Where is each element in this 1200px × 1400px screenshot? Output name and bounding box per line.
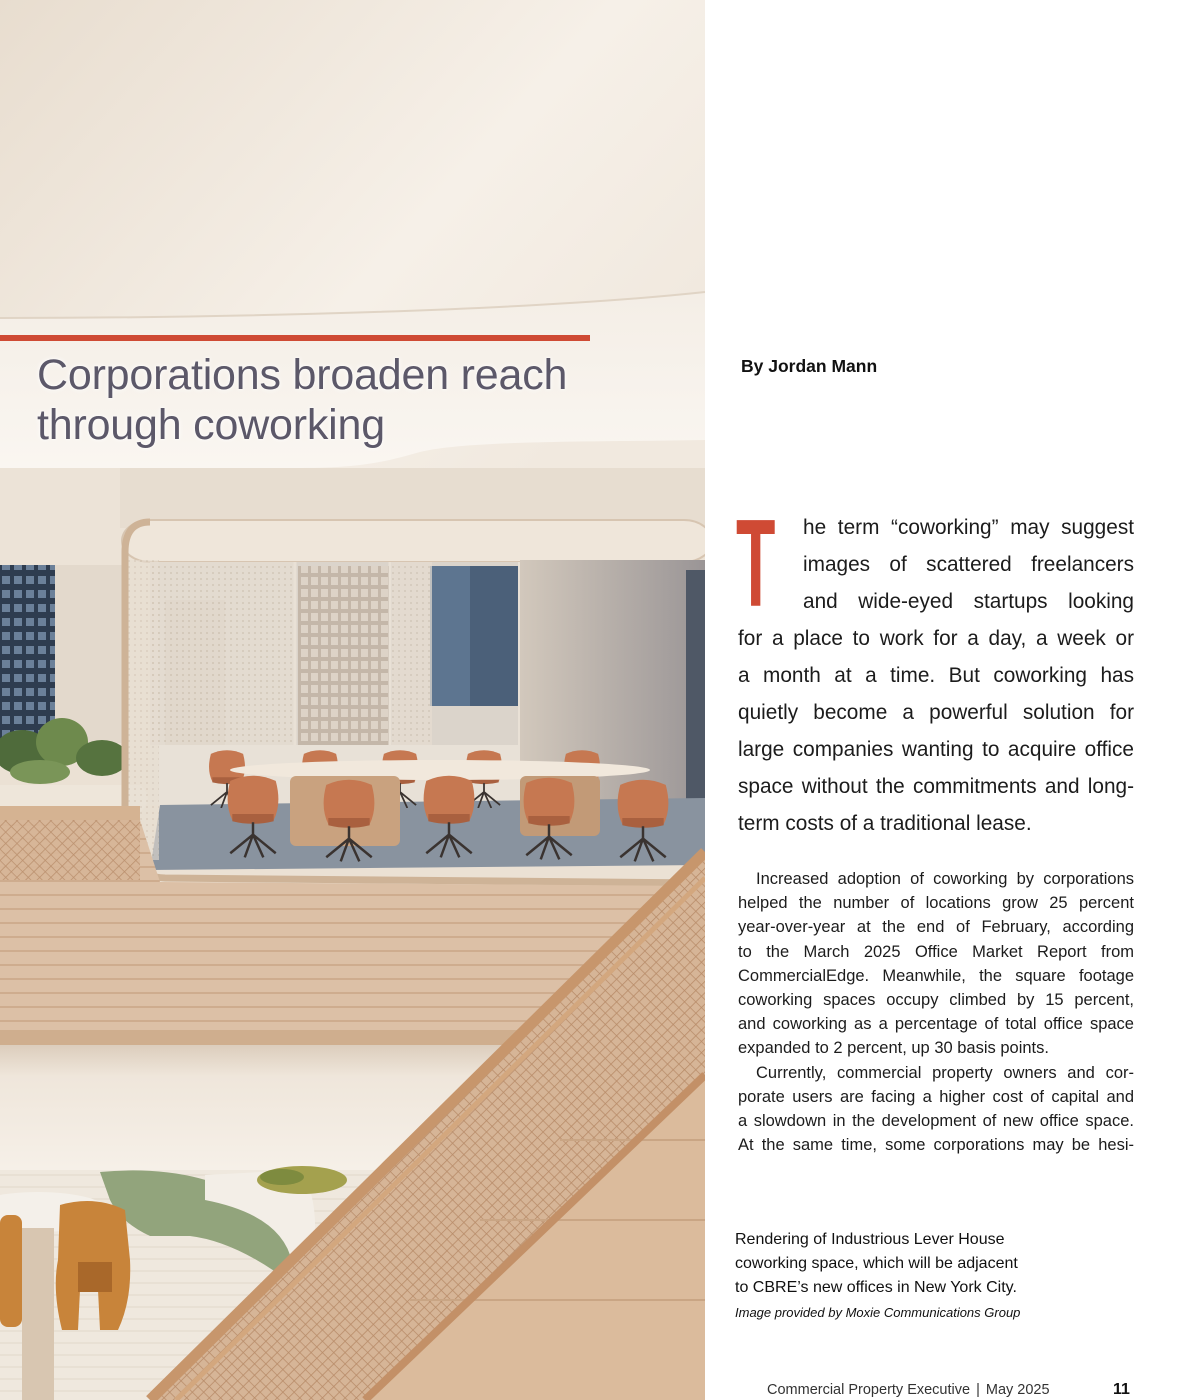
lead-line: and wide-eyed startups looking	[803, 590, 1134, 613]
left-wall	[0, 468, 125, 568]
caption-line: to CBRE’s new offices in New York City.	[735, 1279, 1017, 1296]
far-left-building	[0, 565, 55, 743]
body-line: a slowdown in the development of new office space.	[738, 1112, 1134, 1131]
title-line: Corporations broaden reach	[37, 351, 568, 399]
body-line: and coworking as a percentage of total office space	[738, 1015, 1134, 1034]
lead-line: images of scattered freelancers	[803, 553, 1134, 576]
body-line: expanded to 2 percent, up 30 basis points.	[738, 1039, 1049, 1058]
title-line: through coworking	[37, 401, 385, 449]
photo-credit: Image provided by Moxie Communications Group	[735, 1305, 1021, 1320]
body-paragraph	[738, 1061, 1134, 1158]
lead-paragraph	[738, 509, 1134, 842]
plant	[10, 760, 70, 784]
city-building-center	[298, 566, 390, 746]
body-line: CommercialEdge. Meanwhile, the square footage	[738, 966, 1134, 985]
page-footer	[767, 1381, 1050, 1399]
publication-name: Commercial Property Executive	[767, 1382, 971, 1398]
caption-line: coworking space, which will be adjacent	[735, 1255, 1018, 1272]
byline: By Jordan Mann	[741, 356, 878, 376]
body-line: porate users are facing a higher cost of capital and	[738, 1087, 1134, 1106]
photo-caption	[735, 1228, 1020, 1326]
issue-date: May 2025	[985, 1382, 1050, 1398]
left-wall-sheer	[55, 565, 125, 743]
body-paragraph	[738, 867, 1134, 1061]
lower-plant	[260, 1169, 304, 1185]
deck-edge	[0, 1030, 520, 1045]
title-accent-rule	[0, 335, 590, 341]
article-body	[738, 867, 1134, 1157]
body-line: year-over-year at the end of February, according	[738, 918, 1134, 937]
window-sheer-mid	[392, 562, 432, 747]
footer-separator: |	[976, 1382, 980, 1398]
mesh-railing-left	[0, 820, 140, 880]
body-line: At the same time, some corporations may be hesi-	[738, 1136, 1134, 1155]
lead-line: quietly become a powerful solution for	[738, 701, 1134, 724]
page-number: 11	[1113, 1381, 1130, 1398]
body-line: to the March 2025 Office Market Report from	[738, 942, 1134, 961]
lounge-chair-shade	[78, 1262, 112, 1292]
body-line: Increased adoption of coworking by corporations	[756, 870, 1134, 888]
city-building-blue-shade	[470, 566, 520, 706]
article-title	[37, 350, 567, 450]
lead-line: space without the commitments and long-	[738, 775, 1134, 798]
window-sheer-left	[150, 562, 295, 747]
lower-table-pedestal	[22, 1228, 54, 1400]
plant	[76, 740, 128, 776]
lead-line: for a place to work for a day, a week or	[738, 627, 1134, 650]
body-line: helped the number of locations grow 25 percent	[738, 894, 1134, 913]
glass-room-header	[122, 520, 705, 562]
body-line: coworking spaces occupy climbed by 15 percent,	[738, 991, 1134, 1010]
lead-line: term costs of a traditional lease.	[738, 812, 1032, 835]
lead-line: large companies wanting to acquire office	[738, 738, 1134, 761]
balustrade-ledge	[0, 806, 140, 820]
lead-line: he term “coworking” may suggest	[803, 516, 1134, 539]
drop-cap: T	[736, 495, 776, 633]
lead-line: a month at a time. But coworking has	[738, 664, 1134, 687]
caption-line: Rendering of Industrious Lever House	[735, 1231, 1005, 1248]
lounge-chair	[0, 1215, 22, 1327]
body-line: Currently, commercial property owners and cor-	[756, 1063, 1134, 1082]
